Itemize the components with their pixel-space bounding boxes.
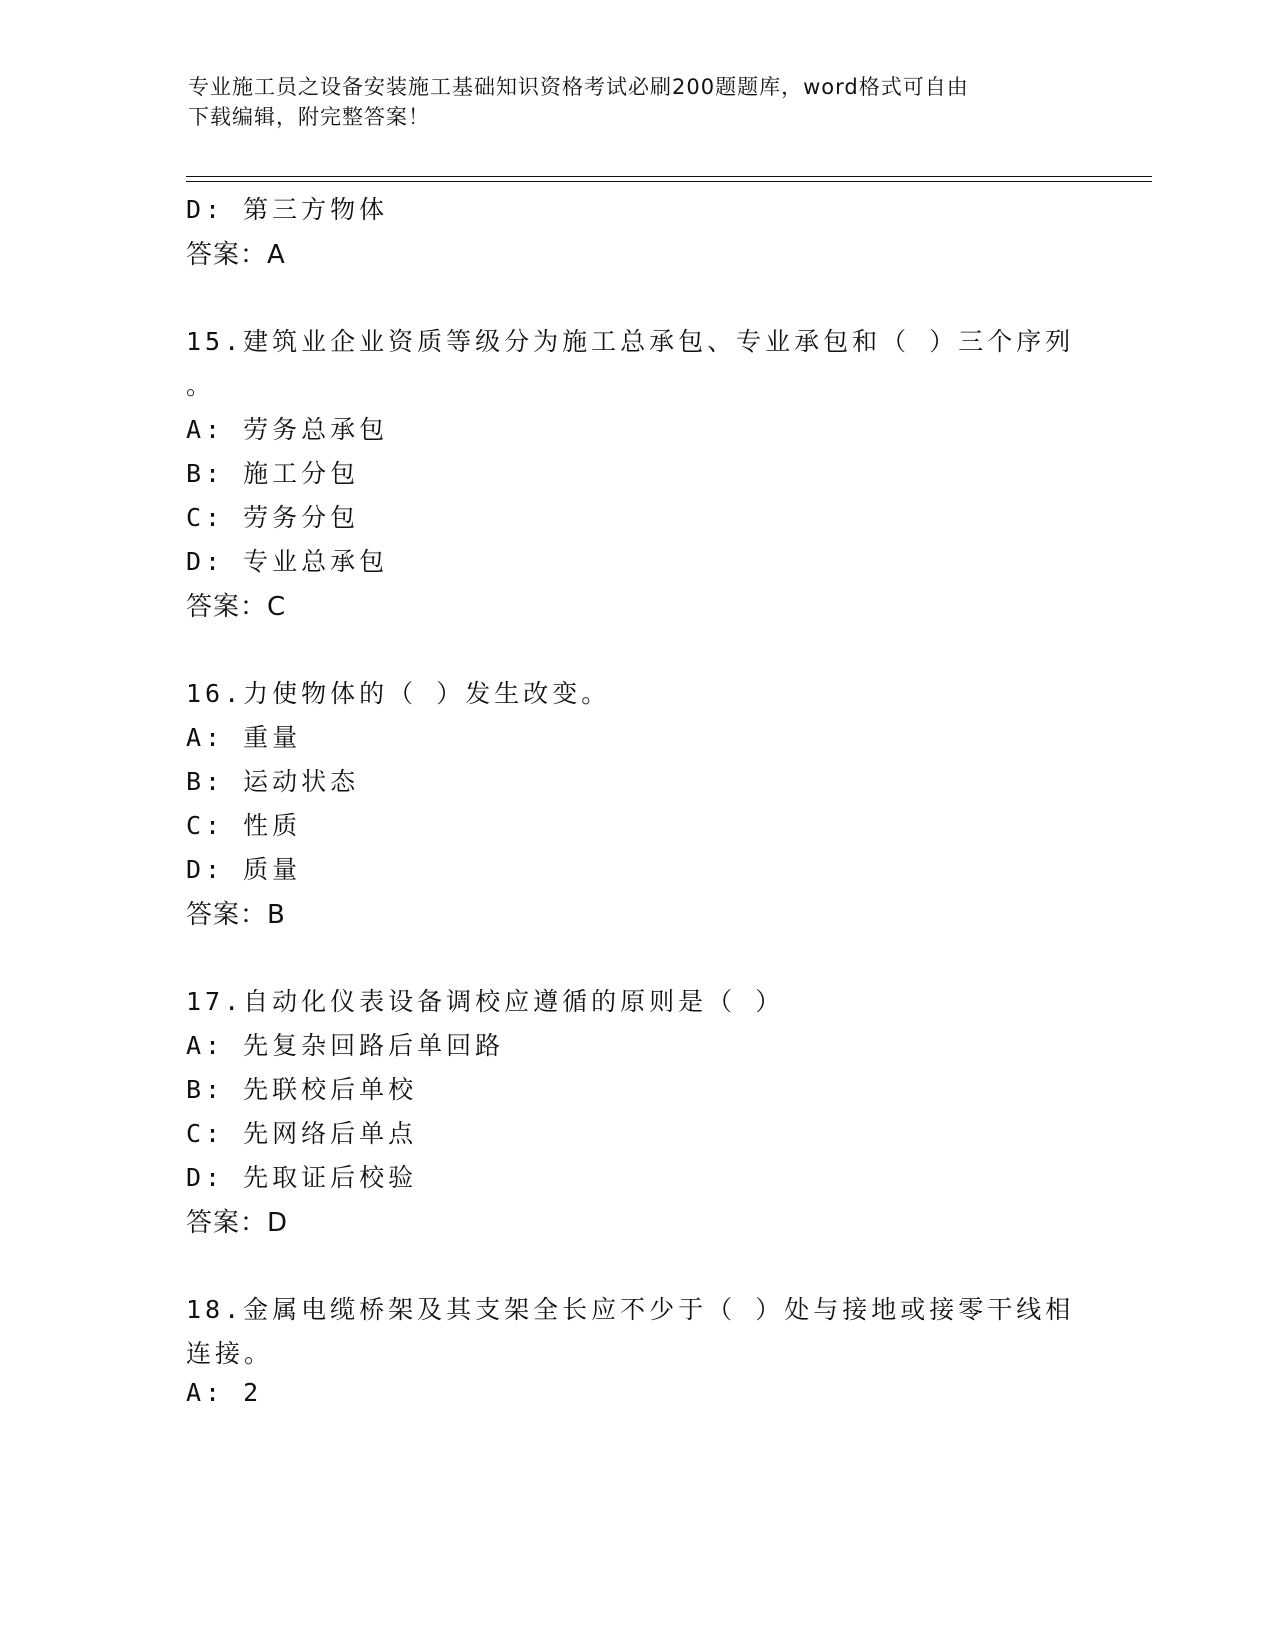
q17-option-a: A: 先复杂回路后单回路 (186, 1031, 505, 1060)
q16-option-a: A: 重量 (186, 723, 302, 752)
header-line-1: 专业施工员之设备安装施工基础知识资格考试必刷200题题库，word格式可自由 (188, 75, 969, 99)
q16-stem-line-1: 16.力使物体的（ ）发生改变。 (186, 679, 611, 708)
header-divider-bottom (186, 181, 1152, 182)
q15-option-c: C: 劳务分包 (186, 503, 360, 532)
q17-option-d: D: 先取证后校验 (186, 1163, 418, 1192)
header-divider-top (186, 176, 1152, 177)
q15-stem-line-2: 。 (186, 371, 216, 400)
q14-option-d: D: 第三方物体 (186, 195, 389, 224)
q17-option-c: C: 先网络后单点 (186, 1119, 418, 1148)
q16-answer: 答案：B (186, 900, 286, 930)
q18-stem-line-2: 连接。 (186, 1339, 274, 1368)
q16-option-b: B: 运动状态 (186, 767, 360, 796)
document-header (188, 72, 1068, 132)
q18-option-a: A: 2 (186, 1378, 263, 1407)
q15-stem-line-1: 15.建筑业企业资质等级分为施工总承包、专业承包和（ ）三个序列 (186, 327, 1075, 356)
q16-option-c: C: 性质 (186, 811, 302, 840)
q18-stem-line-1: 18.金属电缆桥架及其支架全长应不少于（ ）处与接地或接零干线相 (186, 1295, 1075, 1324)
q14-answer: 答案：A (186, 240, 286, 270)
q17-answer: 答案：D (186, 1208, 289, 1238)
q15-option-a: A: 劳务总承包 (186, 415, 389, 444)
q16-option-d: D: 质量 (186, 855, 302, 884)
q17-option-b: B: 先联校后单校 (186, 1075, 418, 1104)
header-line-2: 下载编辑，附完整答案！ (188, 105, 430, 129)
q15-answer: 答案：C (186, 592, 287, 622)
q15-option-d: D: 专业总承包 (186, 547, 389, 576)
q17-stem-line-1: 17.自动化仪表设备调校应遵循的原则是（ ） (186, 987, 785, 1016)
q15-option-b: B: 施工分包 (186, 459, 360, 488)
